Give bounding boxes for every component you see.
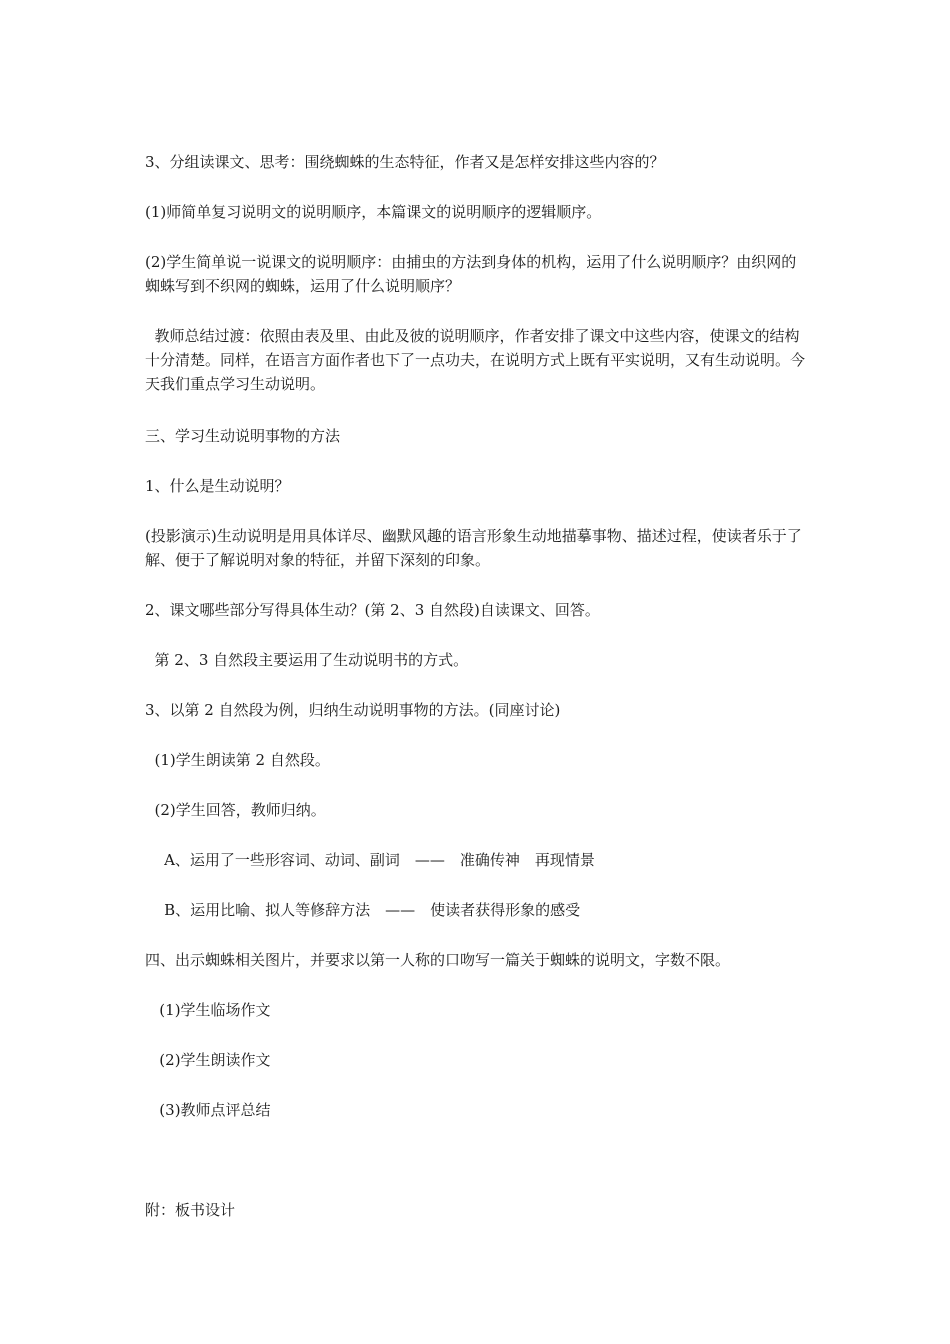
paragraph-teacher-summary: 教师总结过渡：依照由表及里、由此及彼的说明顺序，作者安排了课文中这些内容，使课文的结构十分清楚。同样，在语言方面作者也下了一点功夫，在说明方式上既有平实说明，又有生动说明。今天我们重点学习生动说明。 [145,327,806,393]
section-heading-four: 四、出示蜘蛛相关图片，并要求以第一人称的口吻写一篇关于蜘蛛的说明文，字数不限。 [145,951,731,969]
paragraph-method-b: B、运用比喻、拟人等修辞方法 —— 使读者获得形象的感受 [145,901,581,919]
paragraph-review-order: (1)师简单复习说明文的说明顺序，本篇课文的说明顺序的逻辑顺序。 [145,203,602,221]
paragraph-what-is-vivid: 1、什么是生动说明？ [145,477,290,495]
paragraph-reading-essay: (2)学生朗读作文 [145,1051,271,1069]
paragraph-method-a: A、运用了一些形容词、动词、副词 —— 准确传神 再现情景 [145,851,595,869]
paragraph-reading-question: 3、分组读课文、思考：围绕蜘蛛的生态特征，作者又是怎样安排这些内容的？ [145,153,665,171]
paragraph-projection-demo: (投影演示)生动说明是用具体详尽、幽默风趣的语言形象生动地描摹事物、描述过程，使读者乐于了解、便于了解说明对象的特征，并留下深刻的印象。 [145,527,802,569]
paragraph-which-parts: 2、课文哪些部分写得具体生动？(第 2、3 自然段)自读课文、回答。 [145,601,600,619]
paragraph-example-method: 3、以第 2 自然段为例，归纳生动说明事物的方法。(同座讨论) [145,701,561,719]
paragraph-paragraph-2-3: 第 2、3 自然段主要运用了生动说明书的方式。 [145,651,469,669]
paragraph-teacher-review: (3)教师点评总结 [145,1101,271,1119]
section-heading-three: 三、学习生动说明事物的方法 [145,427,341,445]
paragraph-student-read: (1)学生朗读第 2 自然段。 [145,751,330,769]
paragraph-student-order: (2)学生简单说一说课文的说明顺序：由捕虫的方法到身体的机构，运用了什么说明顺序？由织网的蜘蛛写到不织网的蜘蛛，运用了什么说明顺序？ [145,253,797,295]
paragraph-writing: (1)学生临场作文 [145,1001,271,1019]
paragraph-student-answer: (2)学生回答，教师归纳。 [145,801,326,819]
paragraph-blackboard-design: 附：板书设计 [145,1201,236,1219]
